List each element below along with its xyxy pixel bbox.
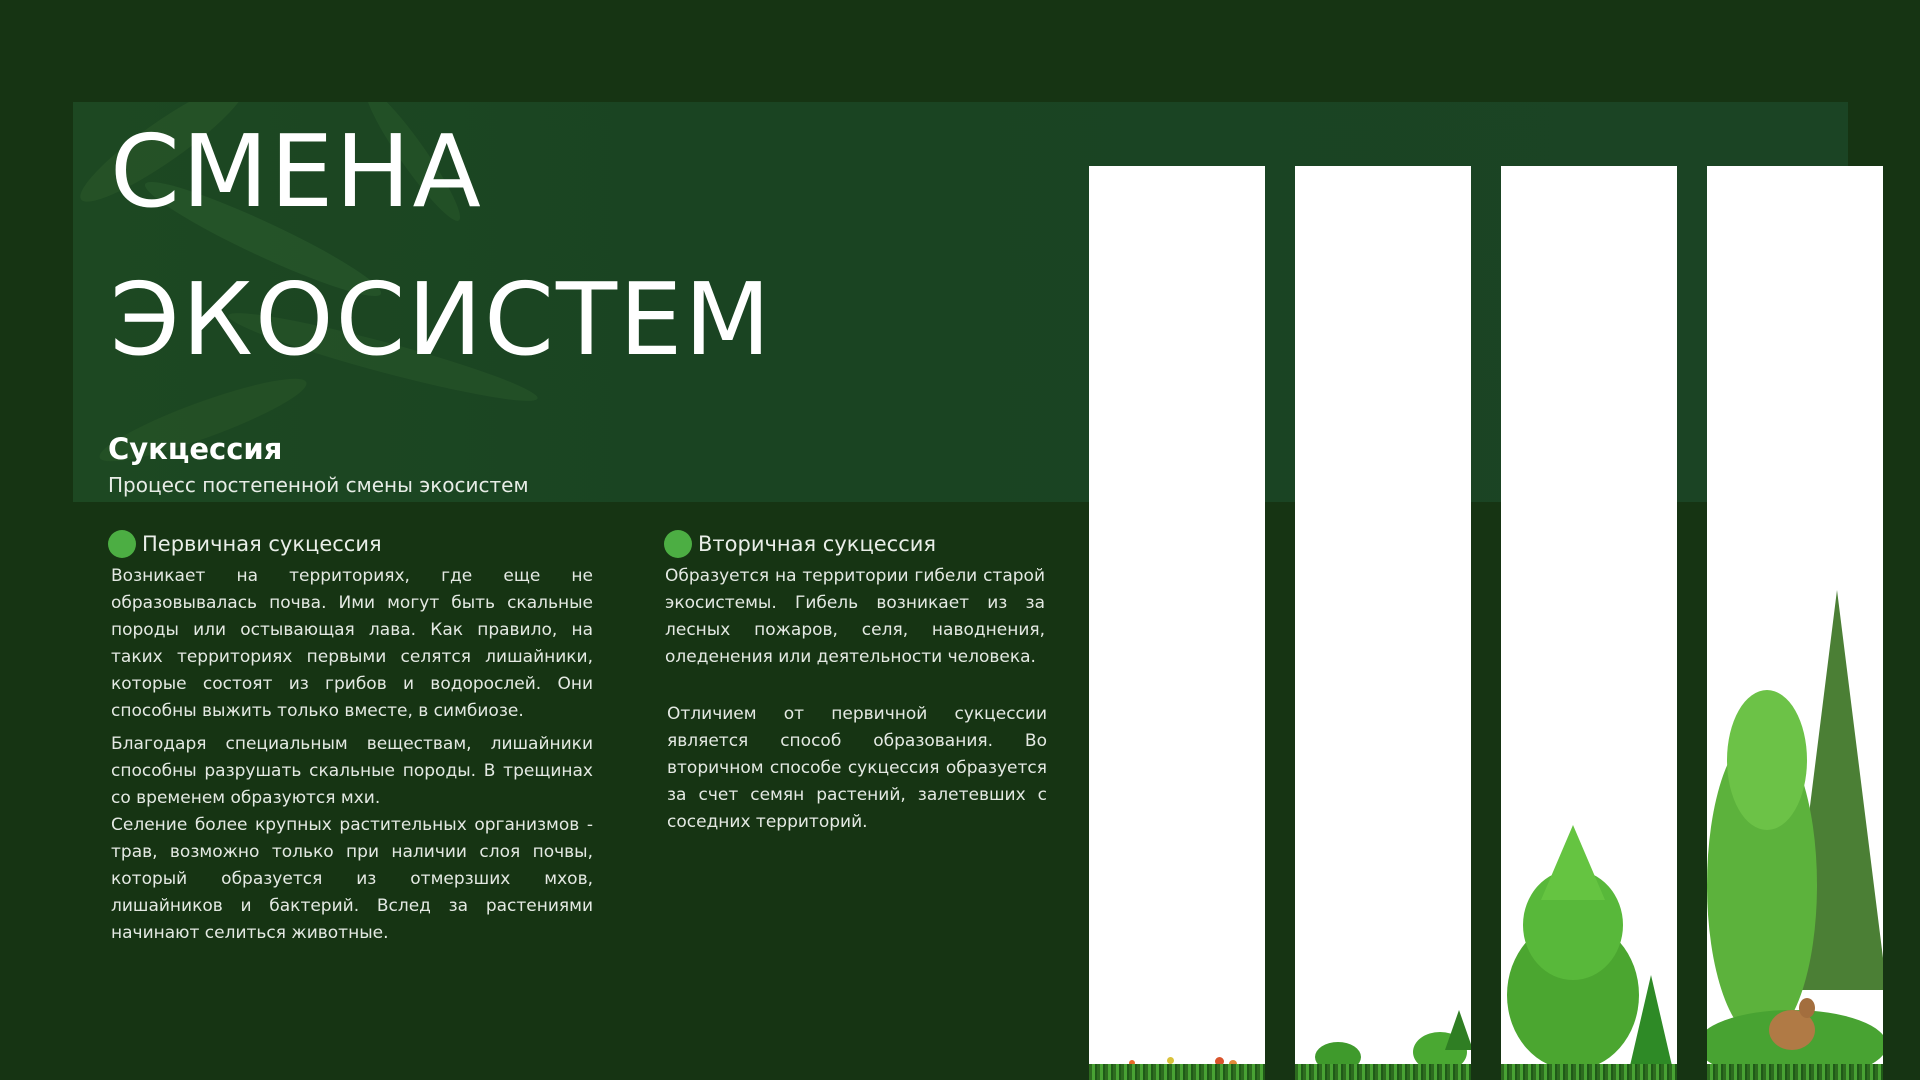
- primary-paragraph-2: Благодаря специальным веществам, лишайники способны разрушать скальные породы. В трещинах со временем образуются мхи.: [111, 734, 593, 808]
- secondary-heading: [664, 530, 936, 558]
- stage-panel-2: [1295, 166, 1471, 1080]
- stage-panel-4: [1707, 166, 1883, 1080]
- subtitle-heading: Сукцессия: [108, 432, 283, 466]
- primary-heading-label: Первичная сукцессия: [142, 532, 382, 556]
- secondary-heading-label: Вторичная сукцессия: [698, 532, 937, 556]
- bullet-dot-icon: [108, 530, 136, 558]
- primary-heading: [108, 530, 382, 558]
- primary-paragraph-1: Возникает на территориях, где еще не образовывалась почва. Ими могут быть скальные породы или остывающая лава. Как правило, на таких территориях первыми селятся лишайники, которые состоят из грибов и водорослей. Они способны выжить только вместе, в симбиозе.: [111, 566, 593, 721]
- slide-title: СМЕНА ЭКОСИСТЕМ: [110, 113, 773, 378]
- bullet-dot-icon: [664, 530, 692, 558]
- secondary-paragraph-2: Отличием от первичной сукцессии является способ образования. Во вторичном способе сукцессия образуется за счет семян растений, залетевших с соседних территорий.: [667, 704, 1047, 832]
- stage-panel-1: [1089, 166, 1265, 1080]
- primary-paragraph-3: Селение более крупных растительных организмов - трав, возможно только при наличии слоя почвы, который образуется из отмерзших мхов, лишайников и бактерий. Вслед за растениями начинают селиться животные.: [111, 815, 593, 943]
- secondary-paragraph-1: Образуется на территории гибели старой экосистемы. Гибель возникает из за лесных пожаров, селя, наводнения, оледенения или деятельности человека.: [665, 566, 1045, 667]
- subtitle-description: Процесс постепенной смены экосистем: [108, 473, 529, 497]
- stage-panel-3: [1501, 166, 1677, 1080]
